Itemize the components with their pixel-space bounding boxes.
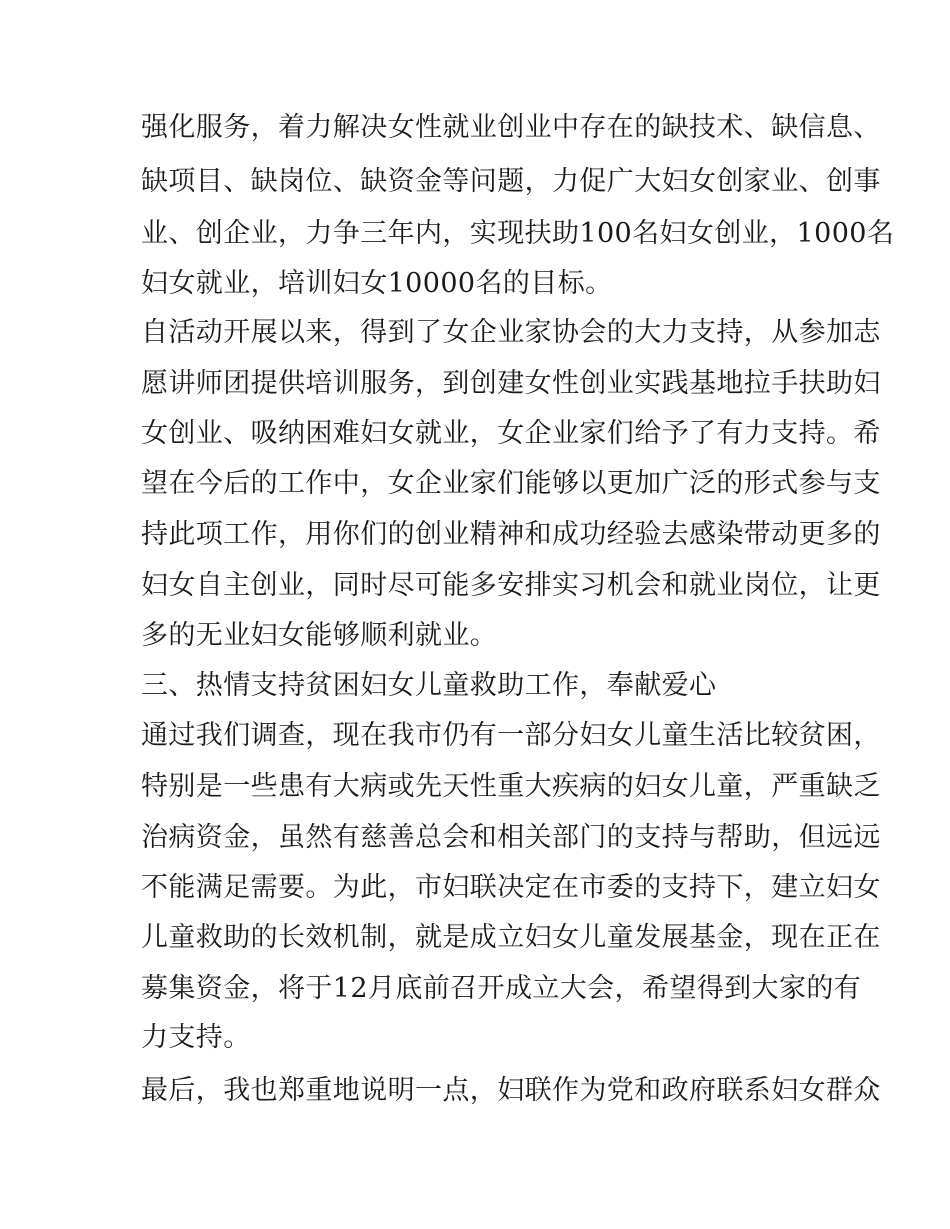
text-line: 多的无业妇女能够顺利就业。 bbox=[141, 620, 498, 651]
text-line: 缺项目、缺岗位、缺资金等问题，力促广大妇女创家业、创事 bbox=[141, 166, 881, 197]
text-line: 强化服务，着力解决女性就业创业中存在的缺技术、缺信息、 bbox=[141, 112, 881, 143]
text-line: 女创业、吸纳困难妇女就业，女企业家们给予了有力支持。希 bbox=[141, 418, 881, 449]
text-line: 力支持。 bbox=[141, 1022, 251, 1053]
text-line: 持此项工作，用你们的创业精神和成功经验去感染带动更多的 bbox=[141, 519, 881, 550]
text-line: 儿童救助的长效机制，就是成立妇女儿童发展基金，现在正在 bbox=[141, 922, 881, 953]
text-line: 自活动开展以来，得到了女企业家协会的大力支持，从参加志 bbox=[141, 317, 881, 348]
text-line: 最后，我也郑重地说明一点，妇联作为党和政府联系妇女群众 bbox=[141, 1075, 881, 1106]
text-line: 通过我们调查，现在我市仍有一部分妇女儿童生活比较贫困， bbox=[141, 720, 881, 751]
text-line: 愿讲师团提供培训服务，到创建女性创业实践基地拉手扶助妇 bbox=[141, 368, 881, 399]
text-line: 业、创企业，力争三年内，实现扶助100名妇女创业，1000名 bbox=[141, 218, 895, 249]
text-line: 望在今后的工作中，女企业家们能够以更加广泛的形式参与支 bbox=[141, 468, 881, 499]
text-line: 妇女自主创业，同时尽可能多安排实习机会和就业岗位，让更 bbox=[141, 570, 881, 601]
text-line: 妇女就业，培训妇女10000名的目标。 bbox=[141, 268, 613, 299]
section-heading: 三、热情支持贫困妇女儿童救助工作，奉献爱心 bbox=[141, 670, 717, 701]
text-line: 特别是一些患有大病或先天性重大疾病的妇女儿童，严重缺乏 bbox=[141, 771, 881, 802]
text-line: 募集资金，将于12月底前召开成立大会，希望得到大家的有 bbox=[141, 973, 862, 1004]
text-line: 治病资金，虽然有慈善总会和相关部门的支持与帮助，但远远 bbox=[141, 822, 881, 853]
text-line: 不能满足需要。为此，市妇联决定在市委的支持下，建立妇女 bbox=[141, 872, 881, 903]
